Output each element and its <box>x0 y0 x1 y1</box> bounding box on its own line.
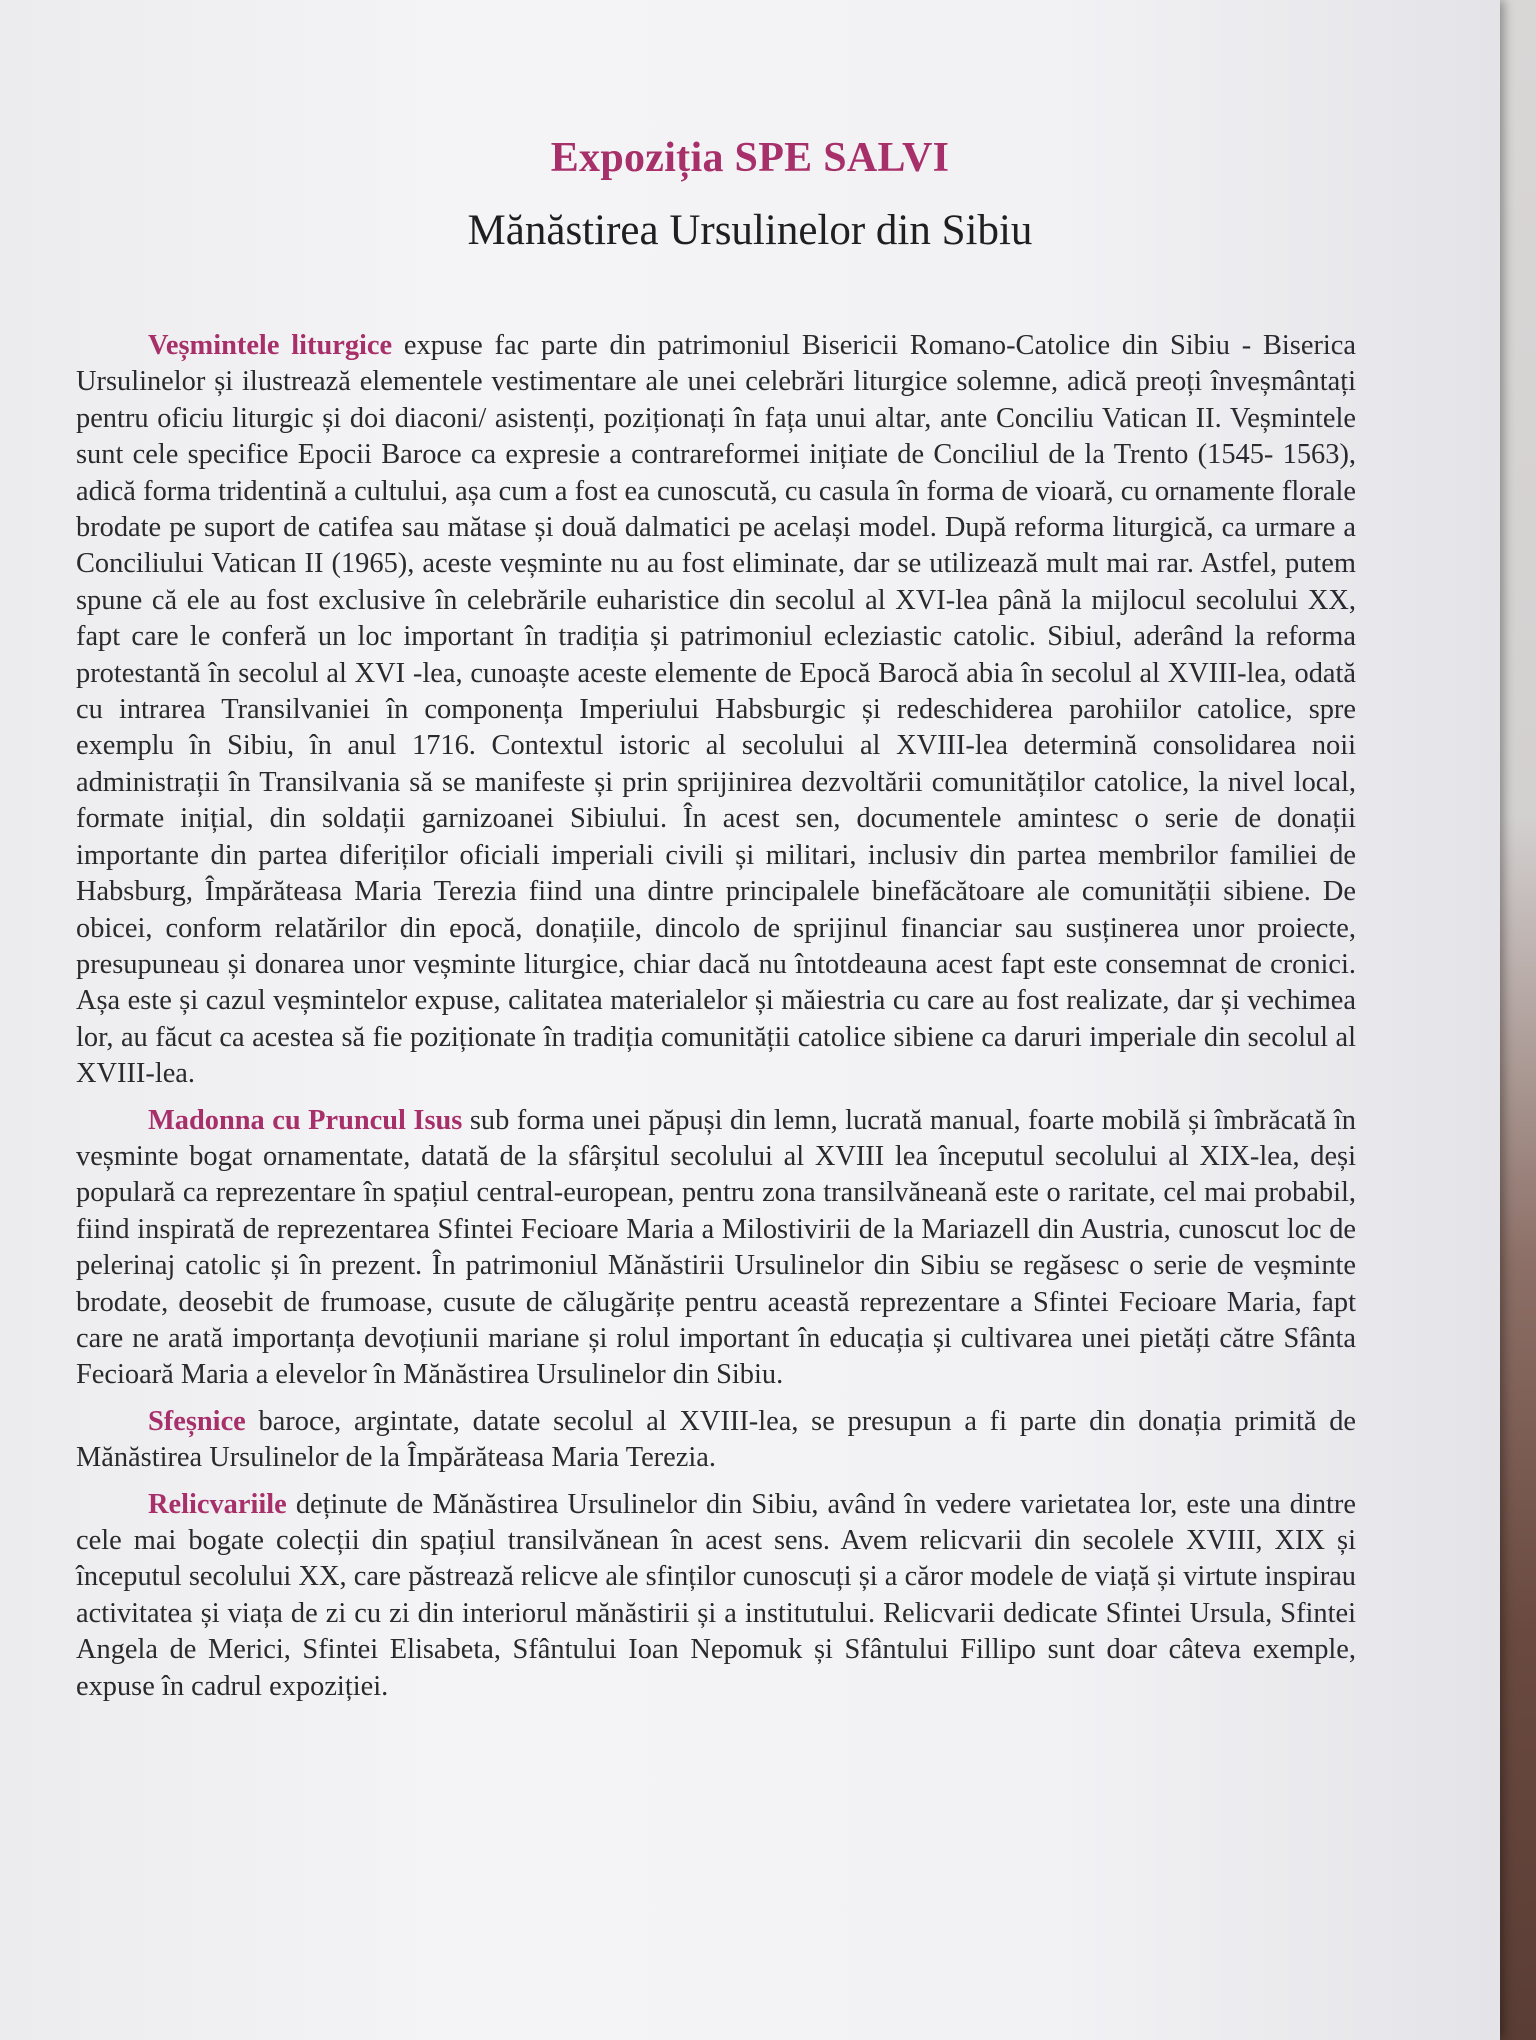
paragraph-reliquaries <box>76 1487 1356 1705</box>
paragraph-text: baroce, argintate, datate secolul al XVIII-lea, se presupun a fi parte din donația primită de Mănăstirea Ursulinelor de la Împărăteasa Maria Terezia. <box>76 1405 1356 1474</box>
paragraph-candlesticks <box>76 1404 1356 1477</box>
paragraph-text: sub forma unei păpuși din lemn, lucrată manual, foarte mobilă și îmbrăcată în veșminte bogat ornamentate, datată de la sfârșitul secolului al XVIII lea începutul secolului al XIX-lea, deși populară ca reprezentare în spațiul central-european, pentru zona transilvăneană este o raritate, cel mai probabil, fiind inspirată de reprezentarea Sfintei Fecioare Maria a Milostivirii de la Mariazell din Austria, cunoscut loc de pelerinaj catolic și în prezent. În patrimoniul Mănăstirii Ursulinelor din Sibiu se regăsesc o serie de veșminte brodate, deosebit de frumoase, cusute de călugărițe pentru această reprezentare a Sfintei Fecioare Maria, fapt care ne arată importanța devoțiunii mariane și rolul important în educația și cultivarea unei pietăți către Sfânta Fecioară Maria a elevelor în Mănăstirea Ursulinelor din Sibiu. <box>76 1104 1356 1391</box>
page-subtitle: Mănăstirea Ursulinelor din Sibiu <box>467 207 1033 254</box>
paragraph-heading: Sfeșnice <box>148 1405 246 1437</box>
body-text <box>76 328 1356 1715</box>
paragraph-madonna <box>76 1103 1356 1394</box>
paragraph-text: expuse fac parte din patrimoniul Bisericii Romano-Catolice din Sibiu - Biserica Ursulinelor și ilustrează elementele vestimentare ale unei celebrări liturgice solemne, adică preoți înveșmântați pentru oficiu liturgic și doi diaconi/ asistenți, poziționați în fața unui altar, ante Conciliu Vatican II. Veșmintele sunt cele specifice Epocii Baroce ca expresie a contrareformei inițiate de Conciliul de la Trento (1545- 1563), adică forma tridentină a cultului, așa cum a fost ea cunoscută, cu casula în forma de vioară, cu ornamente florale brodate pe suport de catifea sau mătase și două dalmatici pe același model. După reforma liturgică, ca urmare a Conciliului Vatican II (1965), aceste veșminte nu au fost eliminate, dar se utilizează mult mai rar. Astfel, putem spune că ele au fost exclusive în celebrările euharistice din secolul al XVI-lea până la mijlocul secolului XX, fapt care le conferă un loc important în tradiția și patrimoniul ecleziastic catolic. Sibiul, aderând la reforma protestantă în secolul al XVI -lea, cunoaște aceste elemente de Epocă Barocă abia în secolul al XVIII-lea, odată cu intrarea Transilvaniei în componența Imperiului Habsburgic și redeschiderea parohiilor catolice, spre exemplu în Sibiu, în anul 1716. Contextul istoric al secolului al XVIII-lea determină consolidarea noii administrații în Transilvania să se manifeste și prin sprijinirea dezvoltării comunităților catolice, la nivel local, formate inițial, din soldații garnizoanei Sibiului. În acest sen, documentele amintesc o serie de donații importante din partea diferiților oficiali imperiali civili și militari, inclusiv din partea membrilor familiei de Habsburg, Împărăteasa Maria Terezia fiind una dintre principalele binefăcătoare ale comunității sibiene. De obicei, conform relatărilor din epocă, donațiile, dincolo de sprijinul financiar sau susținerea unor proiecte, presupuneau și donarea unor veșminte liturgice, chiar dacă nu întotdeauna acest fapt este consemnat de cronici. Așa este și cazul veșmintelor expuse, calitatea materialelor și măiestria cu care au fost realizate, dar și vechimea lor, au făcut ca acestea să fie poziționate în tradiția comunității catolice sibiene ca daruri imperiale din secolul al XVIII-lea. <box>76 330 1357 1090</box>
paragraph-vestments <box>76 328 1356 1093</box>
paragraph-heading: Veșmintele liturgice <box>148 330 393 361</box>
page-title: Expoziția SPE SALVI <box>550 135 950 181</box>
paragraph-text: deținute de Mănăstirea Ursulinelor din Sibiu, având în vedere varietatea lor, este una dintre cele mai bogate colecții din spațiul transilvănean în acest sens. Avem relicvarii din secolele XVIII, XIX și începutul secolului XX, care păstrează relicve ale sfinților cunoscuți și a căror modele de viață și virtute inspirau activitatea și viața de zi cu zi din interiorul mănăstirii și a institutului. Relicvarii dedicate Sfintei Ursula, Sfintei Angela de Merici, Sfintei Elisabeta, Sfântului Ioan Nepomuk și Sfântului Fillipo sunt doar câteva exemple, expuse în cadrul expoziției. <box>76 1488 1356 1702</box>
paragraph-heading: Madonna cu Pruncul Isus <box>148 1104 463 1136</box>
paragraph-heading: Relicvariile <box>148 1488 287 1520</box>
